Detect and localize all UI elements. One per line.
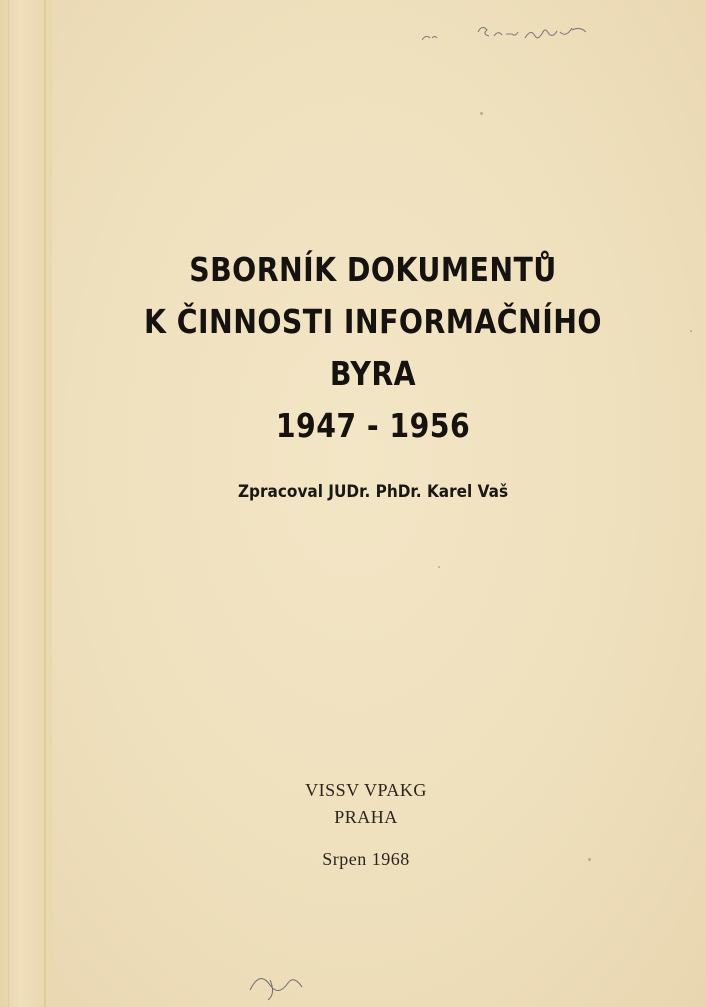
paper-speck: [588, 858, 591, 861]
author-credit: Zpracoval JUDr. PhDr. Karel Vaš: [237, 482, 509, 502]
paper-speck: [480, 112, 483, 115]
book-title: [60, 244, 686, 452]
paper-speck: [438, 566, 440, 568]
title-line-2: K ČINNOSTI INFORMAČNÍHO BYRA: [144, 302, 602, 393]
spine-edge: [8, 0, 9, 1007]
spine-crease: [44, 0, 46, 1007]
publisher-city: PRAHA: [334, 807, 398, 827]
publisher-block: [60, 777, 672, 873]
pencil-annotation: [420, 12, 610, 52]
title-line-1: SBORNÍK DOKUMENTŮ: [189, 250, 557, 289]
publisher-org: VISSV VPAKG: [305, 780, 427, 800]
title-years: 1947 - 1956: [275, 406, 471, 445]
paper-speck: [690, 330, 692, 332]
pencil-scribble: [230, 950, 330, 1007]
publication-date: Srpen 1968: [322, 849, 410, 869]
